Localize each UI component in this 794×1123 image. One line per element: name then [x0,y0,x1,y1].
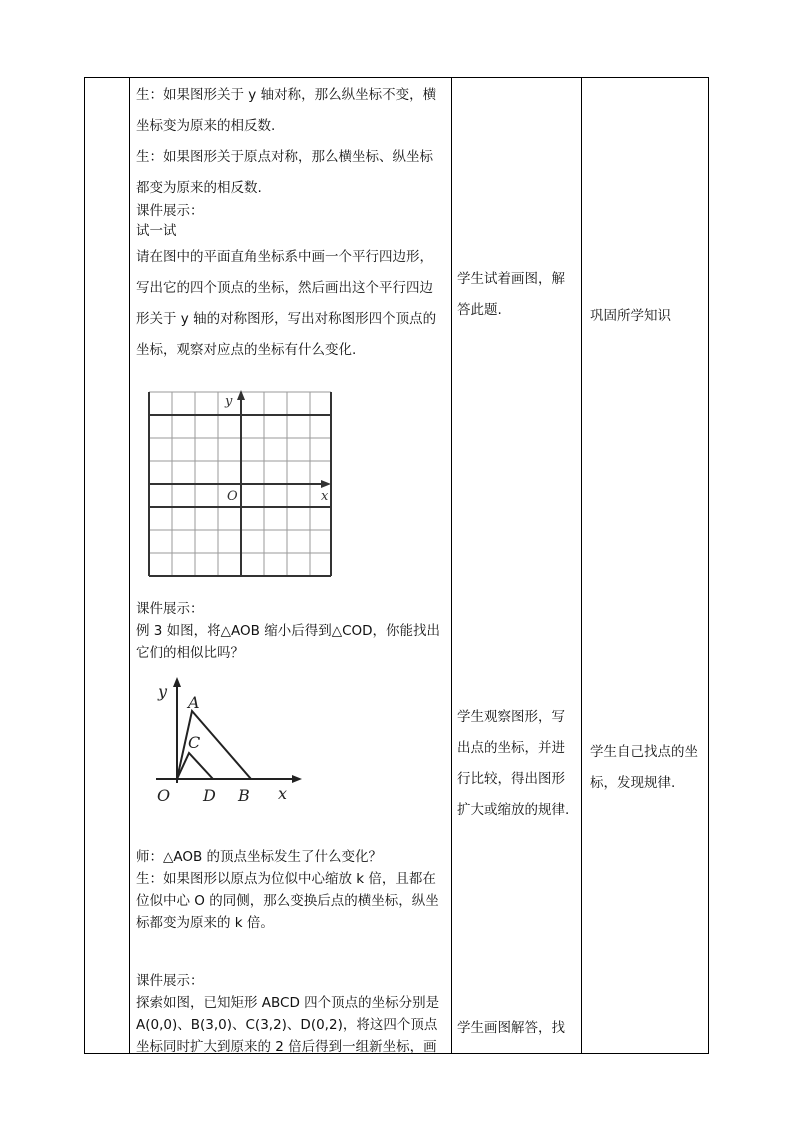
column-divider [129,78,130,1053]
x-axis-label: x [278,784,288,803]
text-line: 学生观察图形，写 [457,709,565,725]
y-axis-label: y [158,682,168,701]
example-3 [136,598,456,664]
point-a-label: A [188,693,200,712]
teacher-question: 师：△AOB 的顶点坐标发生了什么变化？ [136,849,383,865]
text-line: A(0,0)、B(3,0)、C(3,2)、D(0,2)，将这四个顶点 [136,1017,438,1033]
text-line: 课件展示： [136,601,204,617]
text-line: 出点的坐标，并进 [457,740,565,756]
text-line: 探索如图，已知矩形 ABCD 四个顶点的坐标分别是 [136,995,440,1011]
x-axis-arrow-icon [321,480,331,488]
point-b-label: B [238,786,250,805]
origin-label: O [227,489,238,504]
column-divider [581,78,582,1053]
coordinate-grid-figure [145,388,335,583]
point-o-label: O [157,786,171,805]
point-d-label: D [203,786,216,805]
student-activity-1 [457,264,565,326]
text-line: 标，发现规律. [590,775,676,791]
text-line: 行比较，得出图形 [457,771,565,787]
purpose-1 [590,305,671,327]
purpose-2 [590,737,698,799]
try-instructions [136,242,446,366]
text-line: 课件展示： [136,973,204,989]
point-c-label: C [188,733,201,752]
text-line: 坐标变为原来的相反数. [136,118,276,134]
courseware-label-1 [136,201,204,241]
text-line: 请在图中的平面直角坐标系中画一个平行四边形， [136,249,433,265]
y-axis-arrow-icon [173,677,181,687]
text-line: 它们的相似比吗？ [136,645,244,661]
student-activity-2 [457,702,569,826]
text-line: 学生画图解答，找 [457,1020,565,1036]
y-axis-label: y [225,394,233,409]
text-line: 形关于 y 轴的对称图形，写出对称图形四个顶点的 [136,311,437,327]
text-line: 坐标，观察对应点的坐标有什么变化. [136,342,357,358]
teacher-student-dialog [136,846,456,934]
text-line: 课件展示： [136,203,204,219]
text-line: 都变为原来的相反数. [136,180,262,196]
text-line: 标都变为原来的 k 倍。 [136,915,274,931]
x-axis-arrow-icon [292,775,302,783]
text-line: 扩大或缩放的规律. [457,802,570,818]
student-answer-1 [136,80,446,142]
text-line: 写出它的四个顶点的坐标，然后画出这个平行四边 [136,280,433,296]
text-line: 巩固所学知识 [590,308,671,324]
text-line: 坐标同时扩大到原来的 2 倍后得到一组新坐标，画 [136,1039,437,1055]
text-line: 学生试着画图，解 [457,271,565,287]
try-title: 试一试 [136,223,177,239]
text-line: 例 3 如图，将△AOB 缩小后得到△COD，你能找出 [136,623,441,639]
text-line: 位似中心 O 的同侧，那么变换后点的横坐标，纵坐 [136,893,439,909]
text-line: 生：如果图形关于 y 轴对称，那么纵坐标不变，横 [136,87,437,103]
text-line: 生：如果图形关于原点对称，那么横坐标、纵坐标 [136,149,433,165]
triangle-figure [150,675,310,805]
student-answer-2 [136,142,446,204]
explore-section [136,970,456,1058]
x-axis-label: x [321,489,329,504]
text-line: 生：如果图形以原点为位似中心缩放 k 倍，且都在 [136,871,436,887]
student-activity-3 [457,1017,565,1039]
text-line: 答此题. [457,302,502,318]
text-line: 学生自己找点的坐 [590,744,698,760]
